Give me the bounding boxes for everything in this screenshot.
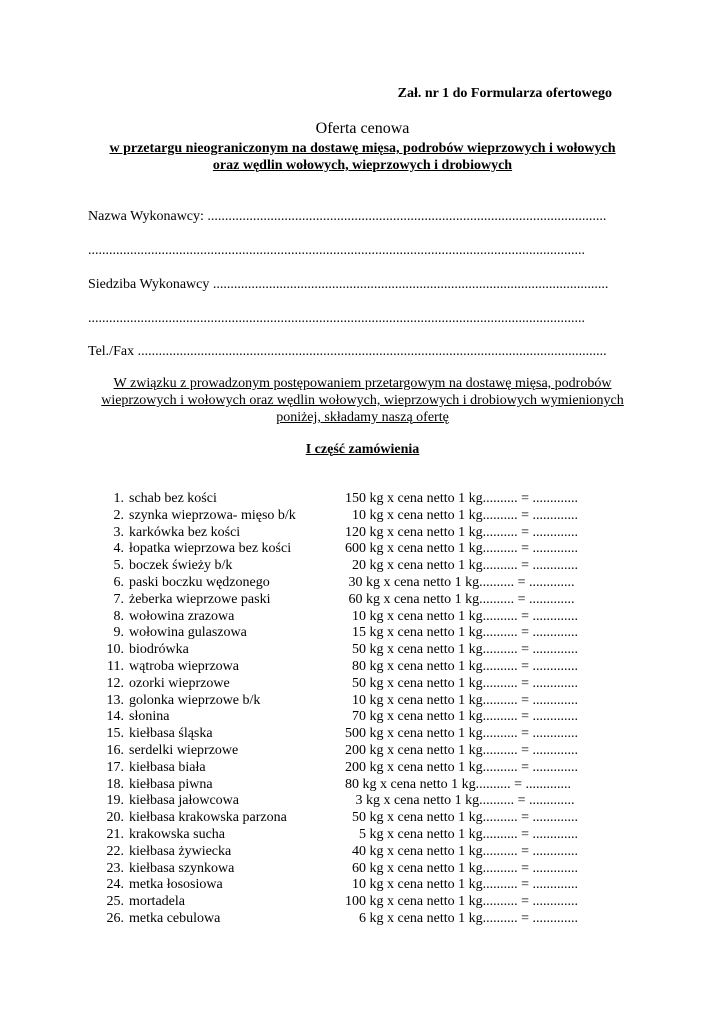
- item-name: kiełbasa jałowcowa: [129, 793, 240, 809]
- item-number: 24.: [106, 877, 124, 893]
- list-item: [0, 876, 725, 893]
- item-number: 26.: [106, 911, 124, 926]
- list-item: [0, 490, 725, 507]
- list-item: [0, 725, 725, 742]
- list-item: [0, 557, 725, 574]
- list-item: [0, 843, 725, 860]
- item-price-calc: 3 kg x cena netto 1 kg.......... = .............: [345, 793, 575, 809]
- list-item: [0, 524, 725, 541]
- item-number: 8.: [113, 608, 124, 624]
- item-name: krakowska sucha: [129, 827, 226, 842]
- section-title: I część zamówienia: [305, 442, 420, 457]
- contractor-name-field: Nazwa Wykonawcy: ..................................................................................................................: [88, 209, 607, 224]
- item-name: wątroba wieprzowa: [129, 659, 240, 674]
- item-number: 2.: [113, 507, 124, 523]
- list-item: [0, 591, 725, 608]
- item-name: wołowina gulaszowa: [129, 625, 247, 641]
- item-name: mortadela: [129, 894, 185, 910]
- intro-line-1: W związku z prowadzonym postępowaniem przetargowym na dostawę mięsa, podrobów: [113, 376, 612, 391]
- list-item: [0, 708, 725, 725]
- item-name: karkówka bez kości: [129, 524, 241, 540]
- list-item: [0, 742, 725, 759]
- item-name: wołowina zrazowa: [129, 608, 235, 624]
- list-item: [0, 675, 725, 692]
- list-item: [0, 540, 725, 557]
- page-title: Oferta cenowa: [315, 120, 410, 137]
- contractor-seat-continuation: ..............................................................................................................................................: [88, 311, 585, 326]
- item-price-calc: 10 kg x cena netto 1 kg.......... = .............: [345, 507, 579, 523]
- subtitle-line-1: w przetargu nieograniczonym na dostawę mięsa, podrobów wieprzowych i wołowych: [109, 141, 616, 156]
- item-number: 7.: [113, 591, 124, 607]
- item-number: 15.: [106, 726, 124, 742]
- item-number: 4.: [113, 541, 124, 557]
- item-number: 25.: [106, 894, 124, 910]
- item-number: 17.: [106, 759, 124, 775]
- intro-line-2: wieprzowych i wołowych oraz wędlin wołowych, wieprzowych i drobiowych wymienionych: [101, 393, 624, 408]
- phone-fax-field: Tel./Fax ......................................................................................................................................: [88, 344, 607, 359]
- list-item: [0, 776, 725, 793]
- item-price-calc: 100 kg x cena netto 1 kg.......... = .............: [345, 894, 579, 910]
- list-item: [0, 826, 725, 843]
- item-name: kiełbasa śląska: [129, 726, 213, 742]
- item-name: paski boczku wędzonego: [129, 575, 270, 590]
- item-name: golonka wieprzowe b/k: [129, 692, 261, 708]
- item-name: łopatka wieprzowa bez kości: [129, 541, 292, 557]
- item-number: 22.: [106, 843, 124, 859]
- item-price-calc: 60 kg x cena netto 1 kg.......... = .............: [345, 860, 579, 876]
- list-item: [0, 910, 725, 927]
- item-number: 1.: [113, 491, 124, 506]
- item-price-calc: 500 kg x cena netto 1 kg.......... = .............: [345, 726, 579, 742]
- item-price-calc: 60 kg x cena netto 1 kg.......... = .............: [345, 591, 575, 607]
- item-price-calc: 150 kg x cena netto 1 kg.......... = .............: [345, 491, 579, 506]
- list-item: [0, 641, 725, 658]
- item-number: 14.: [106, 709, 124, 725]
- item-number: 11.: [107, 659, 124, 674]
- list-item: [0, 759, 725, 776]
- item-name: ozorki wieprzowe: [129, 675, 230, 691]
- item-price-calc: 50 kg x cena netto 1 kg.......... = .............: [345, 810, 579, 826]
- item-price-calc: 20 kg x cena netto 1 kg.......... = .............: [345, 558, 579, 574]
- list-item: [0, 692, 725, 709]
- item-number: 9.: [113, 625, 124, 641]
- item-number: 10.: [106, 642, 124, 658]
- item-name: słonina: [129, 709, 170, 725]
- item-name: żeberka wieprzowe paski: [129, 591, 271, 607]
- list-item: [0, 624, 725, 641]
- item-name: kiełbasa żywiecka: [129, 843, 232, 859]
- attachment-label: Zał. nr 1 do Formularza ofertowego: [397, 86, 612, 101]
- item-number: 19.: [106, 793, 124, 809]
- item-number: 20.: [106, 810, 124, 826]
- item-price-calc: 80 kg x cena netto 1 kg.......... = .............: [345, 659, 579, 674]
- item-price-calc: 600 kg x cena netto 1 kg.......... = .............: [345, 541, 579, 557]
- list-item: [0, 608, 725, 625]
- item-name: metka cebulowa: [129, 911, 221, 926]
- item-name: kiełbasa szynkowa: [129, 860, 235, 876]
- item-price-calc: 50 kg x cena netto 1 kg.......... = .............: [345, 642, 579, 658]
- intro-paragraph: [80, 375, 645, 426]
- item-price-calc: 5 kg x cena netto 1 kg.......... = .............: [345, 827, 579, 842]
- contractor-seat-field: Siedziba Wykonawcy .................................................................................................................: [88, 277, 609, 292]
- item-number: 3.: [113, 524, 124, 540]
- item-price-calc: 200 kg x cena netto 1 kg.......... = .............: [345, 759, 579, 775]
- item-number: 23.: [106, 860, 124, 876]
- item-price-calc: 30 kg x cena netto 1 kg.......... = .............: [345, 575, 575, 590]
- item-price-calc: 10 kg x cena netto 1 kg.......... = .............: [345, 608, 579, 624]
- item-price-calc: 40 kg x cena netto 1 kg.......... = .............: [345, 843, 579, 859]
- item-name: kiełbasa krakowska parzona: [129, 810, 287, 826]
- item-name: biodrówka: [129, 642, 189, 658]
- item-price-calc: 70 kg x cena netto 1 kg.......... = .............: [345, 709, 579, 725]
- item-number: 12.: [106, 675, 124, 691]
- item-number: 6.: [113, 575, 124, 590]
- item-name: kiełbasa biała: [129, 759, 206, 775]
- item-price-calc: 15 kg x cena netto 1 kg.......... = .............: [345, 625, 579, 641]
- list-item: [0, 574, 725, 591]
- item-price-calc: 200 kg x cena netto 1 kg.......... = .............: [345, 743, 579, 758]
- intro-line-3: poniżej, składamy naszą ofertę: [276, 410, 449, 425]
- list-item: [0, 860, 725, 877]
- item-price-calc: 50 kg x cena netto 1 kg.......... = .............: [345, 675, 579, 691]
- item-name: szynka wieprzowa- mięso b/k: [129, 507, 296, 523]
- list-item: [0, 893, 725, 910]
- list-item: [0, 658, 725, 675]
- item-name: metka łososiowa: [129, 877, 223, 893]
- item-name: boczek świeży b/k: [129, 558, 233, 574]
- item-price-calc: 6 kg x cena netto 1 kg.......... = .............: [345, 911, 579, 926]
- item-number: 21.: [106, 827, 124, 842]
- subtitle-line-2: oraz wędlin wołowych, wieprzowych i drobiowych: [212, 158, 513, 173]
- item-number: 16.: [106, 743, 124, 758]
- page-subtitle: [80, 140, 645, 174]
- item-name: serdelki wieprzowe: [129, 743, 239, 758]
- list-item: [0, 809, 725, 826]
- list-item: [0, 792, 725, 809]
- item-price-calc: 80 kg x cena netto 1 kg.......... = .............: [345, 776, 572, 792]
- list-item: [0, 507, 725, 524]
- item-name: schab bez kości: [129, 491, 217, 506]
- item-number: 5.: [113, 558, 124, 574]
- item-number: 13.: [106, 692, 124, 708]
- item-price-calc: 10 kg x cena netto 1 kg.......... = .............: [345, 692, 579, 708]
- item-price-calc: 120 kg x cena netto 1 kg.......... = .............: [345, 524, 579, 540]
- item-name: kiełbasa piwna: [129, 776, 213, 792]
- contractor-name-continuation: ..............................................................................................................................................: [88, 243, 585, 258]
- item-number: 18.: [106, 776, 124, 792]
- item-price-calc: 10 kg x cena netto 1 kg.......... = .............: [345, 877, 579, 893]
